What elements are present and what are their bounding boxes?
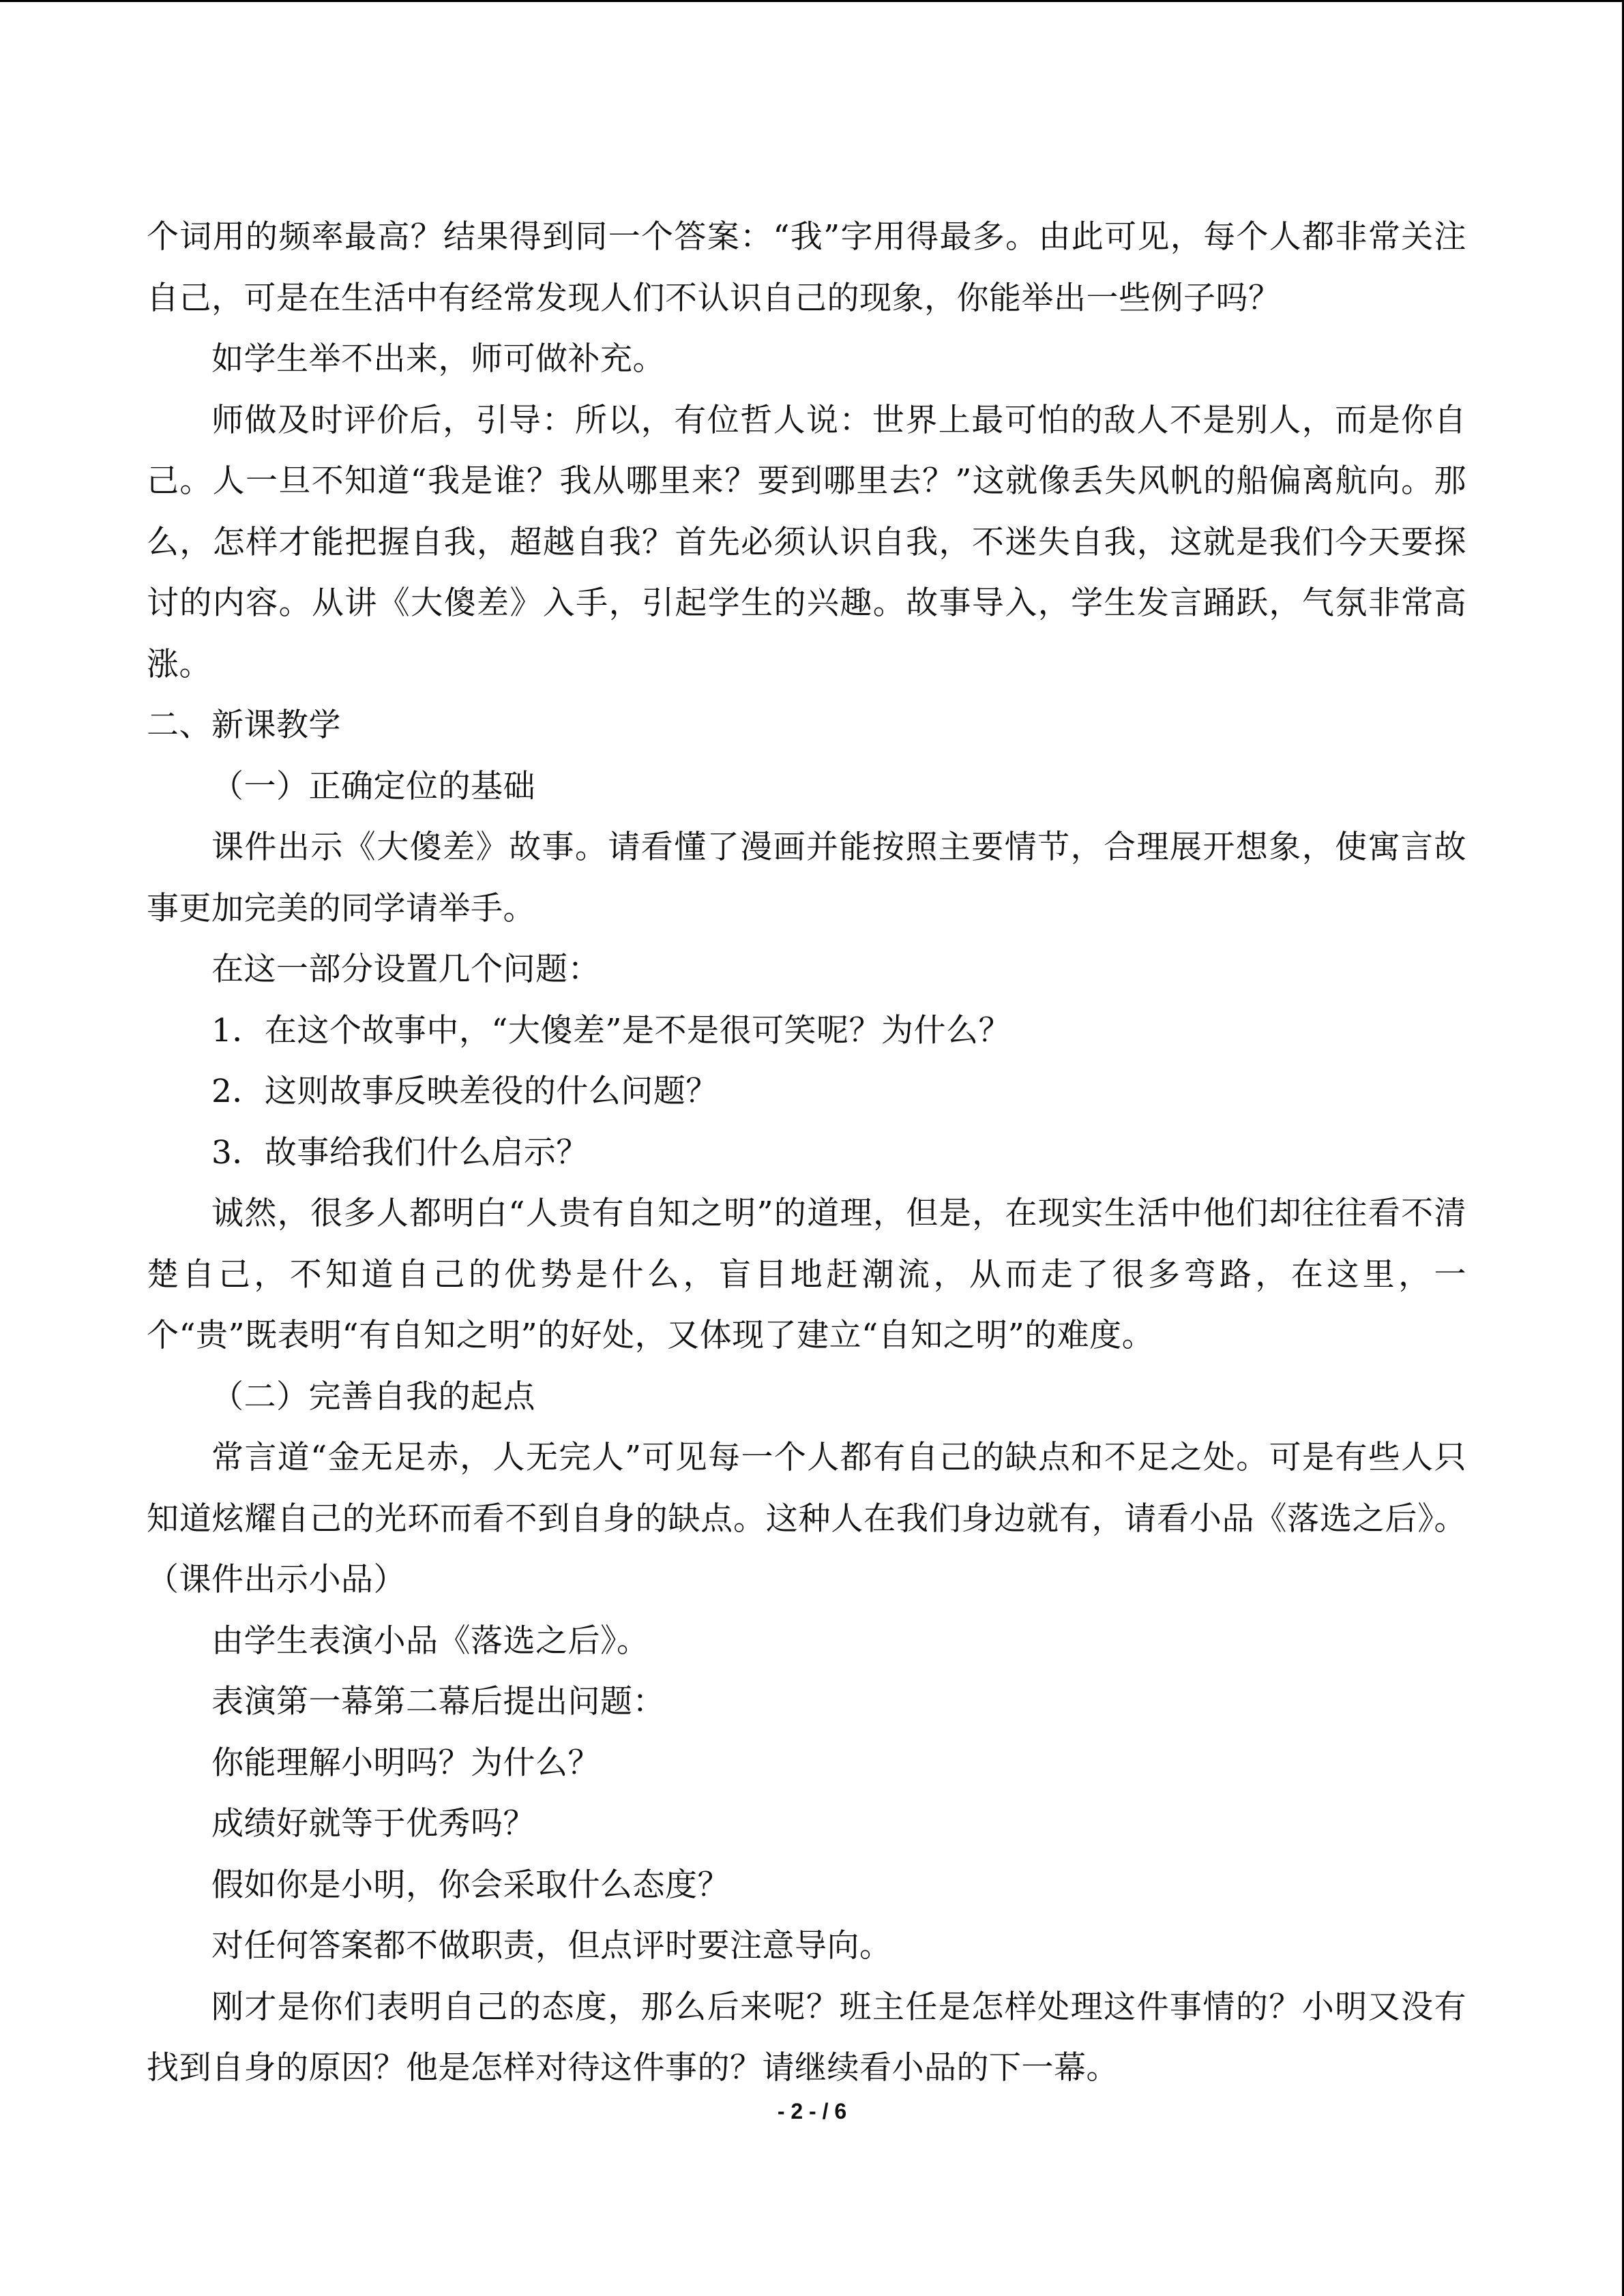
paragraph-6: 课件出示《大傻差》故事。请看懂了漫画并能按照主要情节，合理展开想象，使寓言故事更加完美的同学请举手。: [147, 829, 1466, 927]
paragraph-16: 你能理解小明吗？为什么？: [211, 1744, 600, 1782]
paragraph-18: 假如你是小明，你会采取什么态度？: [211, 1866, 730, 1904]
question-3: 3．故事给我们什么启示？: [211, 1133, 589, 1172]
paragraph-14: 由学生表演小品《落选之后》。: [211, 1622, 649, 1660]
paragraph-13: 常言道“金无足赤，人无完人”可见每一个人都有自己的缺点和不足之处。可是有些人只知道炫耀自己的光环而看不到自身的缺点。这种人在我们身边就有，请看小品《落选之后》。（课件出示小品）: [147, 1439, 1466, 1598]
paragraph-11: 诚然，很多人都明白“人贵有自知之明”的道理，但是，在现实生活中他们却往往看不清楚自己，不知道自己的优势是什么，盲目地赶潮流，从而走了很多弯路，在这里，一个“贵”既表明“有自知之明”的好处，又体现了建立“自知之明”的难度。: [147, 1195, 1466, 1354]
question-1: 1．在这个故事中，“大傻差”是不是很可笑呢？为什么？: [211, 1011, 1011, 1049]
paragraph-2: 如学生举不出来，师可做补充。: [211, 340, 665, 378]
page-number: - 2 - / 6: [777, 2099, 847, 2123]
subheading-self-improvement: （二）完善自我的起点: [211, 1377, 535, 1416]
paragraph-17: 成绩好就等于优秀吗？: [211, 1805, 535, 1843]
paragraph-15: 表演第一幕第二幕后提出问题：: [211, 1683, 665, 1720]
section-heading-new-lesson: 二、新课教学: [147, 706, 341, 744]
subheading-positioning-basis: （一）正确定位的基础: [211, 767, 535, 805]
paragraph-20: 刚才是你们表明自己的态度，那么后来呢？班主任是怎样处理这件事情的？小明又没有找到自身的原因？他是怎样对待这件事的？请继续看小品的下一幕。: [147, 1988, 1466, 2087]
question-2: 2．这则故事反映差役的什么问题？: [211, 1073, 718, 1110]
paragraph-7: 在这一部分设置几个问题：: [211, 951, 600, 988]
paragraph-3: 师做及时评价后，引导：所以，有位哲人说：世界上最可怕的敌人不是别人，而是你自己。人一旦不知道“我是谁？我从哪里来？要到哪里去？”这就像丢失风帆的船偏离航向。那么，怎样才能把握自我，超越自我？首先必须认识自我，不迷失自我，这就是我们今天要探讨的内容。从讲《大傻差》入手，引起学生的兴趣。故事导入，学生发言踊跃，气氛非常高涨。: [147, 401, 1466, 683]
document-body: [147, 207, 1466, 2099]
paragraph-1: 个词用的频率最高？结果得到同一个答案：“我”字用得最多。由此可见，每个人都非常关注自己，可是在生活中有经常发现人们不认识自己的现象，你能举出一些例子吗？: [147, 218, 1466, 317]
paragraph-19: 对任何答案都不做职责，但点评时要注意导向。: [211, 1927, 892, 1965]
